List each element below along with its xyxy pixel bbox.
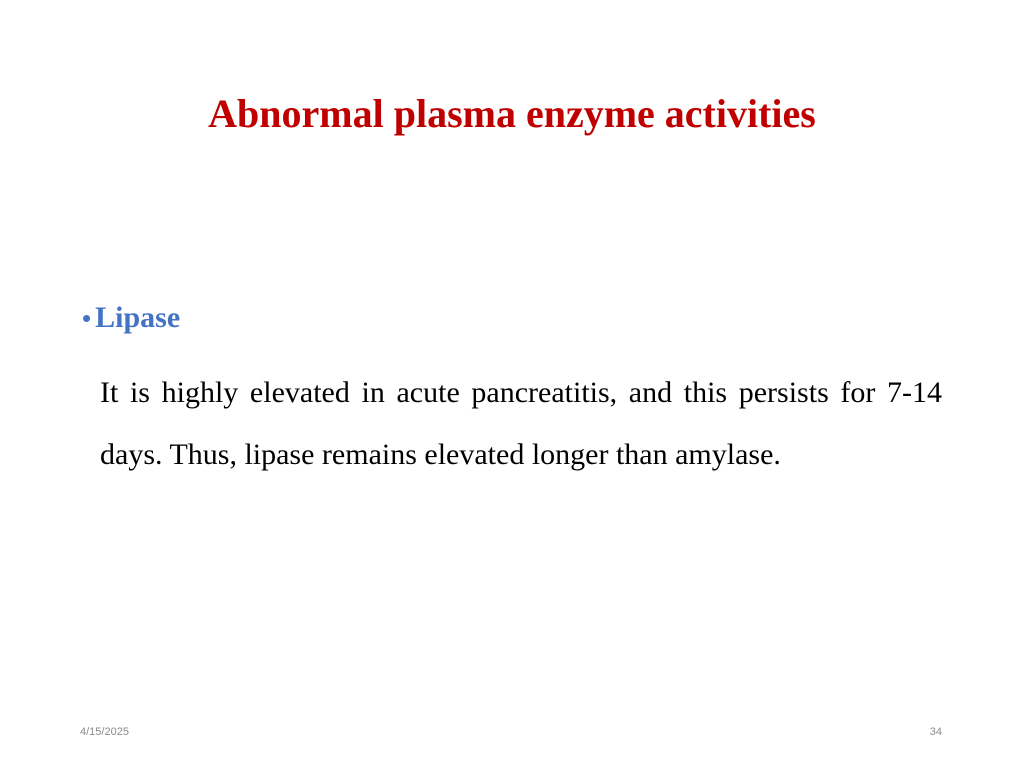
footer-date: 4/15/2025 (80, 726, 129, 738)
bullet-item (82, 298, 180, 338)
bullet-icon: • (82, 303, 92, 333)
bullet-heading: Lipase (95, 301, 181, 334)
body-paragraph: It is highly elevated in acute pancreatitis, and this persists for 7-14 days. Thus, lipase remains elevated longer than amylase. (100, 376, 942, 471)
slide-title: Abnormal plasma enzyme activities (208, 91, 816, 136)
footer-page-number: 34 (929, 726, 942, 738)
